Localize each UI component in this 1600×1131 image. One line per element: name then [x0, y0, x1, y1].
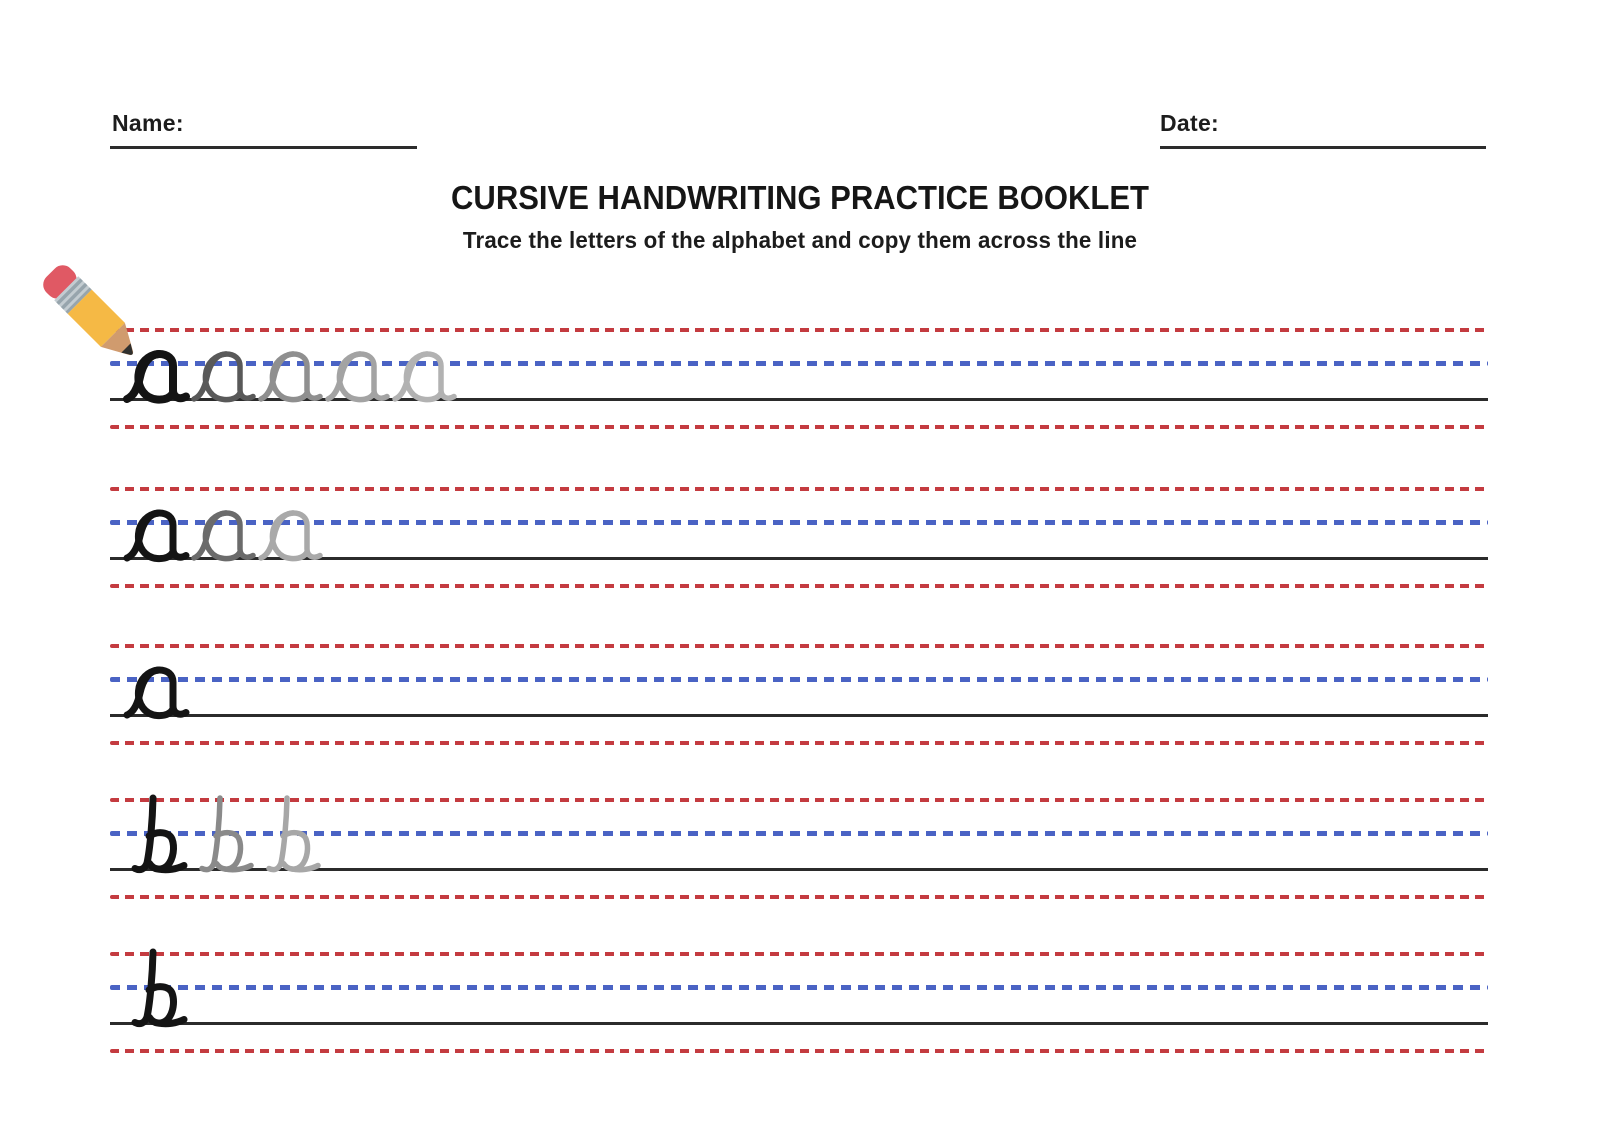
- traced-letter-a: [124, 509, 192, 563]
- bottom-red-dashed-line: [110, 425, 1488, 429]
- bottom-red-dashed-line: [110, 895, 1488, 899]
- traced-letter-b: [197, 795, 255, 875]
- practice-row-a-3: [110, 644, 1488, 746]
- practice-row-a-1: [110, 328, 1488, 430]
- top-red-dashed-line: [110, 952, 1488, 956]
- traced-letter-a: [258, 509, 326, 563]
- bottom-red-dashed-line: [110, 1049, 1488, 1053]
- traced-letter-a: [392, 350, 460, 404]
- pencil-icon: [35, 250, 180, 395]
- traced-letter-b: [130, 795, 188, 875]
- name-label: Name:: [112, 110, 184, 136]
- traced-letter-a: [325, 350, 393, 404]
- bottom-red-dashed-line: [110, 741, 1488, 745]
- practice-row-b-5: [110, 952, 1488, 1054]
- worksheet-title: CURSIVE HANDWRITING PRACTICE BOOKLET: [451, 179, 1149, 216]
- date-label: Date:: [1160, 110, 1220, 136]
- baseline-rule: [110, 1022, 1488, 1025]
- baseline-rule: [110, 714, 1488, 717]
- practice-row-a-2: [110, 487, 1488, 589]
- top-red-dashed-line: [110, 328, 1488, 332]
- traced-letter-b: [130, 949, 188, 1029]
- top-red-dashed-line: [110, 487, 1488, 491]
- worksheet-subtitle: Trace the letters of the alphabet and copy them across the line: [462, 227, 1138, 253]
- midline-blue-dashed-line: [110, 985, 1488, 990]
- practice-row-b-4: [110, 798, 1488, 900]
- bottom-red-dashed-line: [110, 584, 1488, 588]
- midline-blue-dashed-line: [110, 677, 1488, 682]
- traced-letter-a: [191, 509, 259, 563]
- top-red-dashed-line: [110, 644, 1488, 648]
- traced-letter-a: [258, 350, 326, 404]
- traced-letter-a: [191, 350, 259, 404]
- traced-letter-a: [124, 666, 192, 720]
- traced-letter-b: [264, 795, 322, 875]
